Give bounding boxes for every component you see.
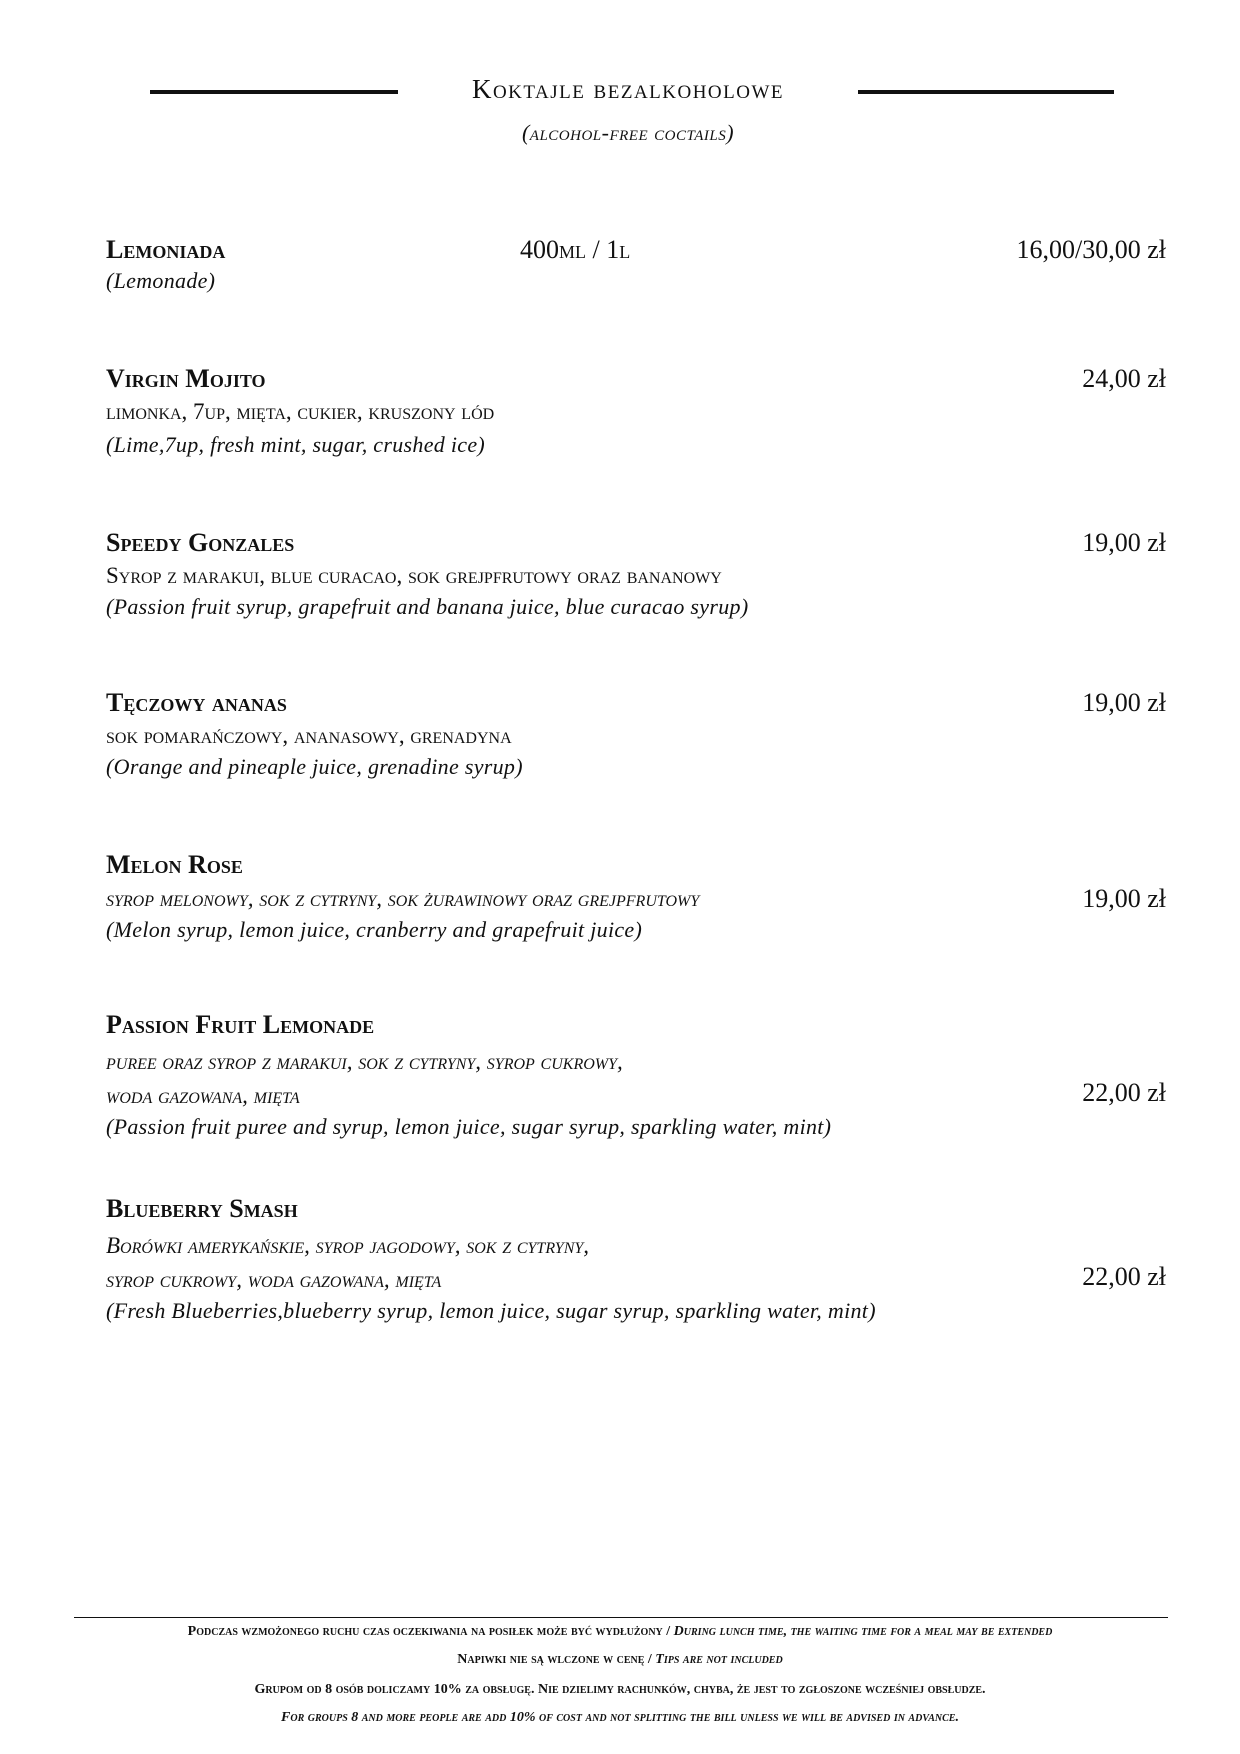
item-ingredients-line2: woda gazowana, mięta: [106, 1083, 300, 1108]
footer-group-notice-pl: Grupom od 8 osób doliczamy 10% za obsługę. Nie dzielimy rachunków, chyba, że jest to zgłoszone wcześniej obsłudze.: [254, 1682, 986, 1697]
item-name: Tęczowy ananas: [106, 688, 287, 717]
item-ingredients-line1: Borówki amerykańskie, syrop jagodowy, sok z cytryny,: [106, 1233, 590, 1258]
footer-wait-notice-pl: Podczas wzmożonego ruchu czas oczekiwania na posiłek może być wydłużony /: [187, 1624, 674, 1639]
footer-divider: [74, 1617, 1168, 1618]
item-name: Speedy Gonzales: [106, 528, 295, 557]
item-english: (Passion fruit puree and syrup, lemon juice, sugar syrup, sparkling water, mint): [106, 1114, 832, 1139]
item-english: (Lemonade): [106, 268, 216, 293]
footer-wait-notice-en: During lunch time, the waiting time for a meal may be extended: [673, 1624, 1053, 1639]
item-price: 22,00 zł: [1082, 1078, 1166, 1107]
footer-group-notice-en: For groups 8 and more people are add 10% of cost and not splitting the bill unless we will be advised in advance.: [281, 1710, 959, 1725]
item-english: (Passion fruit syrup, grapefruit and banana juice, blue curacao syrup): [106, 594, 749, 619]
page-subtitle: (alcohol-free coctails): [521, 120, 735, 145]
item-ingredients: Syrop z marakui, blue curacao, sok grejpfrutowy oraz bananowy: [106, 563, 722, 588]
item-name: Melon Rose: [106, 850, 243, 879]
item-volume: 400ml / 1l: [520, 235, 631, 264]
item-price: 19,00 zł: [1082, 688, 1166, 717]
item-name: Lemoniada: [106, 235, 226, 264]
item-english: (Fresh Blueberries,blueberry syrup, lemon juice, sugar syrup, sparkling water, mint): [106, 1298, 876, 1323]
item-english: (Lime,7up, fresh mint, sugar, crushed ice): [106, 432, 486, 457]
item-price: 22,00 zł: [1082, 1262, 1166, 1291]
footer-tips-notice-pl: Napiwki nie są wlczone w cenę /: [457, 1652, 656, 1667]
footer-tips-notice-en: Tips are not included: [655, 1652, 783, 1667]
item-english: (Melon syrup, lemon juice, cranberry and grapefruit juice): [106, 917, 643, 942]
header-rule-left: [150, 90, 398, 94]
item-name: Passion Fruit Lemonade: [106, 1010, 375, 1039]
item-price: 19,00 zł: [1082, 884, 1166, 913]
footer-wait-notice: [60, 1624, 1180, 1640]
item-price: 19,00 zł: [1082, 528, 1166, 557]
header-rule-right: [858, 90, 1114, 94]
item-price: 16,00/30,00 zł: [1016, 235, 1166, 264]
item-english: (Orange and pineaple juice, grenadine syrup): [106, 754, 523, 779]
item-ingredients-line2: syrop cukrowy, woda gazowana, mięta: [106, 1267, 442, 1292]
item-ingredients: sok pomarańczowy, ananasowy, grenadyna: [106, 723, 512, 748]
page-title: Koktajle bezalkoholowe: [471, 74, 785, 104]
item-ingredients: syrop melonowy, sok z cytryny, sok żurawinowy oraz grejpfrutowy: [106, 886, 700, 911]
footer-tips-notice: [60, 1652, 1180, 1668]
item-name: Blueberry Smash: [106, 1194, 298, 1223]
item-price: 24,00 zł: [1082, 364, 1166, 393]
item-name: Virgin Mojito: [106, 364, 266, 393]
item-ingredients: limonka, 7up, mięta, cukier, kruszony lód: [106, 399, 495, 424]
item-ingredients-line1: puree oraz syrop z marakui, sok z cytryny, syrop cukrowy,: [106, 1049, 623, 1074]
